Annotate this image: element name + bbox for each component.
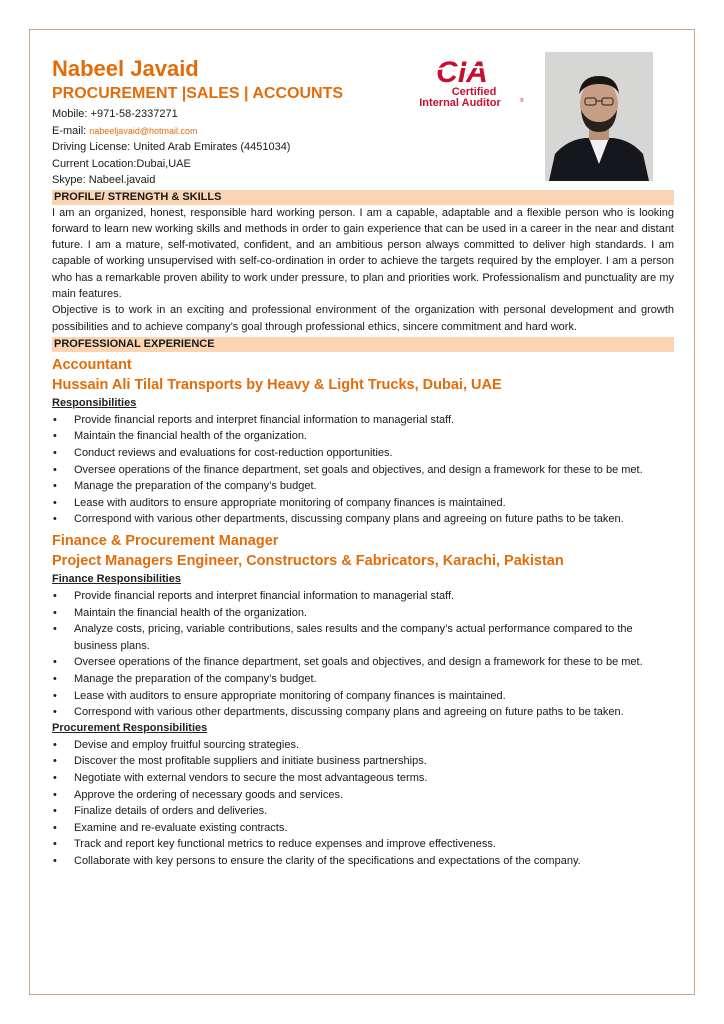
bullet-icon: • bbox=[53, 854, 57, 867]
bullet-icon: • bbox=[53, 738, 57, 751]
bullet-icon: • bbox=[53, 771, 57, 784]
list-item: • Discover the most profitable suppliers and initiate business partnerships. bbox=[52, 753, 674, 770]
responsibilities-list bbox=[52, 588, 674, 721]
list-item: • Track and report key functional metrics to reduce expenses and improve effectiveness. bbox=[52, 836, 674, 853]
bullet-icon: • bbox=[53, 821, 57, 834]
bullet-icon: • bbox=[53, 805, 57, 818]
responsibilities-list bbox=[52, 737, 674, 870]
list-item: • Approve the ordering of necessary goods and services. bbox=[52, 787, 674, 804]
company-name: Hussain Ali Tilal Transports by Heavy & Light Trucks, Dubai, UAE bbox=[52, 376, 502, 393]
contact-mobile: Mobile: +971-58-2337271 bbox=[52, 108, 178, 120]
contact-location: Current Location:Dubai,UAE bbox=[52, 157, 191, 170]
list-item: • Analyze costs, pricing, variable contributions, sales results and the company’s actual performance compared to the business plans. bbox=[53, 623, 633, 652]
profile-heading: PROFILE/ STRENGTH & SKILLS bbox=[52, 190, 674, 205]
list-item: • Conduct reviews and evaluations for cost-reduction opportunities. bbox=[52, 445, 674, 462]
bullet-icon: • bbox=[53, 413, 57, 426]
experience-heading: PROFESSIONAL EXPERIENCE bbox=[52, 337, 674, 352]
responsibilities-heading: Procurement Responsibilities bbox=[52, 721, 208, 734]
bullet-icon: • bbox=[53, 689, 57, 702]
job-title: Accountant bbox=[52, 356, 132, 373]
list-item: • Negotiate with external vendors to secure the most advantageous terms. bbox=[52, 770, 674, 787]
headline: PROCUREMENT |SALES | ACCOUNTS bbox=[52, 85, 344, 102]
bullet-icon: • bbox=[53, 590, 57, 603]
list-item: • Provide financial reports and interpret financial information to managerial staff. bbox=[52, 412, 674, 429]
objective-paragraph: Objective is to work in an exciting and professional environment of the organization with personal development and growth possibilities and to achieve company’s goal through professional ethics, sincere commitment and hard work. bbox=[52, 304, 674, 333]
list-item: • Oversee operations of the finance department, set goals and objectives, and design a framework for these to be met. bbox=[52, 654, 674, 671]
list-item: • Lease with auditors to ensure appropriate monitoring of company finances is maintained. bbox=[52, 495, 674, 512]
bullet-icon: • bbox=[53, 656, 57, 669]
list-item: • Devise and employ fruitful sourcing strategies. bbox=[52, 737, 674, 754]
bullet-icon: • bbox=[53, 480, 57, 493]
logo-line2: Internal Auditor bbox=[419, 97, 501, 109]
list-item: • Correspond with various other departments, discussing company plans and agreeing on future paths to be taken. bbox=[52, 704, 674, 721]
resume-content bbox=[52, 55, 674, 870]
bullet-icon: • bbox=[53, 788, 57, 801]
list-item: • Oversee operations of the finance department, set goals and objectives, and design a framework for these to be met. bbox=[52, 462, 674, 479]
bullet-icon: • bbox=[53, 838, 57, 851]
contact-email: E-mail: nabeeljavaid@hotmail.com bbox=[52, 124, 198, 137]
list-item: • Maintain the financial health of the organization. bbox=[52, 428, 674, 445]
jobs-list bbox=[52, 355, 674, 870]
bullet-icon: • bbox=[53, 606, 57, 619]
bullet-icon: • bbox=[53, 755, 57, 768]
svg-text:®: ® bbox=[520, 98, 524, 104]
responsibilities-list bbox=[52, 412, 674, 528]
bullet-icon: • bbox=[53, 447, 57, 460]
responsibilities-heading: Responsibilities bbox=[52, 396, 137, 409]
responsibilities-heading: Finance Responsibilities bbox=[52, 573, 181, 586]
bullet-icon: • bbox=[53, 463, 57, 476]
logo-line1: Certified bbox=[451, 86, 497, 98]
list-item: • Finalize details of orders and deliveries. bbox=[52, 803, 674, 820]
logo-letters: CIA bbox=[436, 56, 488, 89]
list-item: • Manage the preparation of the company’s budget. bbox=[52, 671, 674, 688]
list-item: • Correspond with various other departments, discussing company plans and agreeing on future paths to be taken. bbox=[52, 511, 674, 528]
list-item: • Maintain the financial health of the organization. bbox=[52, 605, 674, 622]
list-item: • Lease with auditors to ensure appropriate monitoring of company finances is maintained. bbox=[52, 688, 674, 705]
list-item: • Collaborate with key persons to ensure the clarity of the specifications and expectations of the company. bbox=[52, 853, 674, 870]
profile-paragraph: I am an organized, honest, responsible hard working person. I am a capable, adaptable and a flexible person who is looking forward to learn new working skills and methods in order to gain experience that can be used in a career in the near and distant future. I am a mature, self-motivated, confident, and an ambitious person always committed to deliver high standards. I am capable of working unsupervised with self-co-ordination in order to achieve the targets required by the employer. I am a person who has a remarkable proven ability to work under pressure, to plan and priorities work. Professionalism and punctuality are my main features. bbox=[52, 206, 674, 300]
company-name: Project Managers Engineer, Constructors & Fabricators, Karachi, Pakistan bbox=[52, 553, 564, 570]
bullet-icon: • bbox=[53, 673, 57, 685]
contact-skype: Skype: Nabeel.javaid bbox=[52, 174, 156, 186]
contact-block bbox=[52, 106, 674, 189]
list-item: • Examine and re-evaluate existing contracts. bbox=[52, 820, 674, 837]
candidate-name: Nabeel Javaid bbox=[52, 56, 199, 81]
bullet-icon: • bbox=[53, 623, 57, 636]
bullet-icon: • bbox=[53, 706, 57, 719]
email-link[interactable]: nabeeljavaid@hotmail.com bbox=[89, 125, 198, 136]
job-title: Finance & Procurement Manager bbox=[52, 533, 279, 550]
list-item: • Provide financial reports and interpret financial information to managerial staff. bbox=[52, 588, 674, 605]
bullet-icon: • bbox=[53, 430, 57, 443]
list-item: • Manage the preparation of the company’s budget. bbox=[52, 478, 674, 495]
bullet-icon: • bbox=[53, 496, 57, 509]
bullet-icon: • bbox=[53, 513, 57, 526]
contact-license: Driving License: United Arab Emirates (4451034) bbox=[52, 141, 291, 153]
